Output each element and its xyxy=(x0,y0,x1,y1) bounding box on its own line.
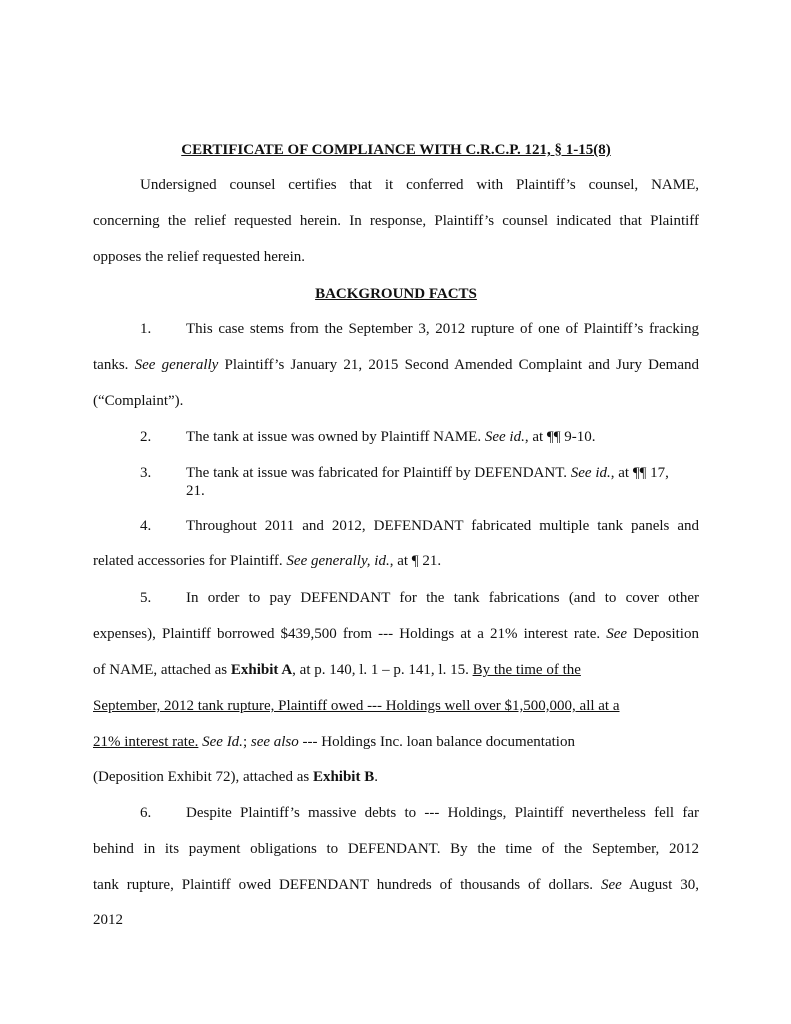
text: The tank at issue was fabricated for Plaintiff by DEFENDANT. xyxy=(186,465,571,481)
paragraph-6-line-3 xyxy=(93,876,699,894)
paragraph-2-line-1 xyxy=(186,428,699,446)
text: ; xyxy=(242,734,251,750)
text: of NAME, attached as xyxy=(93,662,231,678)
paragraph-1-line-3: (“Complaint”). xyxy=(93,393,184,409)
text: tanks. xyxy=(93,357,135,373)
text: , at ¶¶ 17, xyxy=(610,465,669,481)
paragraph-number-1: 1. xyxy=(140,321,152,337)
text: Plaintiff’s January 21, 2015 Second Amended Complaint and Jury Demand xyxy=(218,357,699,373)
citation-signal: See generally xyxy=(134,357,219,373)
paragraph-5-line-1: In order to pay DEFENDANT for the tank fabrications (and to cover other xyxy=(186,590,699,606)
citation-signal: See id. xyxy=(484,429,525,445)
text: , at ¶¶ 9-10. xyxy=(524,429,596,445)
text: Deposition xyxy=(627,626,699,642)
paragraph-5-line-6 xyxy=(93,768,699,786)
background-heading: BACKGROUND FACTS xyxy=(315,286,477,302)
underlined-text: By the time of the xyxy=(472,662,581,678)
text: (Deposition Exhibit 72), attached as xyxy=(93,769,313,785)
certificate-line-3: opposes the relief requested herein. xyxy=(93,249,305,265)
certificate-line-1: Undersigned counsel certifies that it conferred with Plaintiff’s counsel, NAME, xyxy=(140,177,699,193)
underlined-text: 21% interest rate. xyxy=(93,734,199,750)
citation-signal: see also xyxy=(250,734,299,750)
paragraph-6-line-1: Despite Plaintiff’s massive debts to --- Holdings, Plaintiff nevertheless fell far xyxy=(186,805,699,821)
paragraph-6-line-4: 2012 xyxy=(93,912,123,928)
certificate-line-2: concerning the relief requested herein. In response, Plaintiff’s counsel indicated that Plaintiff xyxy=(93,213,699,229)
citation-signal: See xyxy=(606,626,628,642)
paragraph-number-2: 2. xyxy=(140,429,152,445)
citation-signal: See Id. xyxy=(198,734,243,750)
paragraph-3-line-2: 21. xyxy=(186,483,205,499)
text: related accessories for Plaintiff. xyxy=(93,553,287,569)
paragraph-5-line-5 xyxy=(93,733,623,751)
citation-signal: See generally, id. xyxy=(286,553,390,569)
text: The tank at issue was owned by Plaintiff NAME. xyxy=(186,429,485,445)
certificate-heading: CERTIFICATE OF COMPLIANCE WITH C.R.C.P. 121, § 1-15(8) xyxy=(181,142,611,158)
citation-signal: See xyxy=(601,877,622,893)
text: , at ¶ 21. xyxy=(389,553,442,569)
citation-signal: See id. xyxy=(570,465,611,481)
paragraph-number-3: 3. xyxy=(140,465,152,481)
paragraph-4-line-1: Throughout 2011 and 2012, DEFENDANT fabricated multiple tank panels and xyxy=(186,518,699,534)
paragraph-1-line-1: This case stems from the September 3, 2012 rupture of one of Plaintiff’s fracking xyxy=(186,321,699,337)
text: August 30, xyxy=(621,877,699,893)
paragraph-number-4: 4. xyxy=(140,518,152,534)
paragraph-5-line-2 xyxy=(93,625,699,643)
paragraph-5-line-4: September, 2012 tank rupture, Plaintiff owed --- Holdings well over $1,500,000, all at a xyxy=(93,698,620,714)
paragraph-6-line-2: behind in its payment obligations to DEFENDANT. By the time of the September, 2012 xyxy=(93,841,699,857)
text: . xyxy=(374,769,378,785)
paragraph-5-line-3 xyxy=(93,661,659,679)
exhibit-reference: Exhibit A xyxy=(230,662,293,678)
text: , at p. 140, l. 1 – p. 141, l. 15. xyxy=(292,662,473,678)
text: --- Holdings Inc. loan balance documentation xyxy=(298,734,575,750)
paragraph-4-line-2 xyxy=(93,552,699,570)
text: tank rupture, Plaintiff owed DEFENDANT hundreds of thousands of dollars. xyxy=(93,877,602,893)
paragraph-number-5: 5. xyxy=(140,590,152,606)
exhibit-reference: Exhibit B xyxy=(312,769,375,785)
paragraph-3-line-1 xyxy=(186,464,699,482)
paragraph-1-line-2 xyxy=(93,356,699,374)
text: expenses), Plaintiff borrowed $439,500 from --- Holdings at a 21% interest rate. xyxy=(93,626,607,642)
paragraph-number-6: 6. xyxy=(140,805,152,821)
